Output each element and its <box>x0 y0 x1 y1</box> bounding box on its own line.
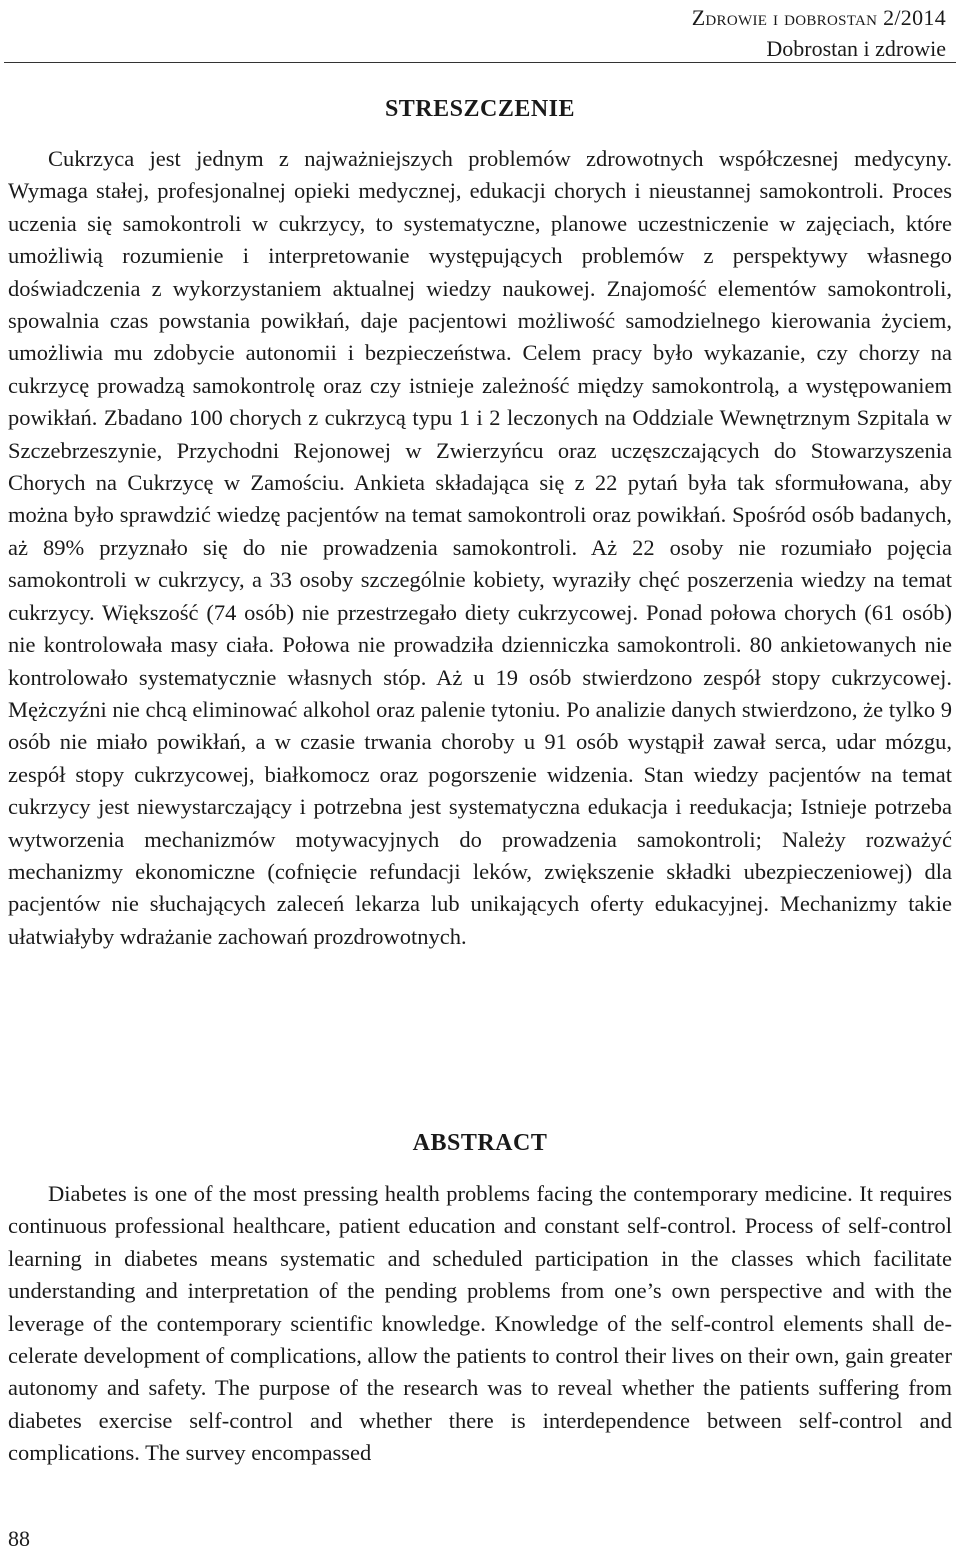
streszczenie-heading: STRESZCZENIE <box>384 96 576 122</box>
journal-subtitle: Dobrostan i zdrowie <box>766 36 946 61</box>
header-rule <box>4 62 956 63</box>
streszczenie-paragraph: Cukrzyca jest jednym z najważniejszych problemów zdrowotnych współczesnej medycyny. Wymaga stałej, profesjonalnej opieki medycznej, edukacji chorych i nieustannej samokontroli. Proces uczenia się samokontroli w cukrzycy, to systematyczne, planowe uczestniczenie w zajęciach, które umożliwią rozumienie i interpretowanie występujących problemów z perspektywy własnego doświadczenia z wykorzystaniem aktualnej wiedzy naukowej. Znajomość elementów samokontroli, spowalnia czas powstania powikłań, daje pacjentowi możliwość samodzielnego kierowania życiem, umożliwia mu zdobycie autonomii i bezpieczeństwa. Celem pracy było wykazanie, czy chorzy na cukrzycę prowadzą samokontrolę oraz czy istnieje zależność między samokontrolą, a występowaniem powikłań. Zbadano 100 chorych z cukrzycą typu 1 i 2 leczonych na Oddziale Wewnętrznym Szpitala w Szczebrzeszynie, Przychodni Rejonowej w Zwierzyńcu oraz uczęszczających do Stowarzyszenia Chorych na Cukrzycę w Zamościu. Ankieta składająca się z 22 pytań była tak sformułowana, aby można było sprawdzić wiedzę pacjentów na temat samokontroli oraz powikłań. Spośród osób badanych, aż 89% przyznało się do nie prowadzenia samokontroli. Aż 22 osoby nie rozumiało pojęcia samokontroli w cukrzycy, a 33 osoby szczególnie kobiety, wyraziły chęć poszerzenia wiedzy na temat cukrzycy. Większość (74 osób) nie przestrzegało diety cukrzycowej. Ponad połowa chorych (61 osób) nie kontrolowała masy ciała. Połowa nie prowadziła dzienniczka samokontroli. 80 ankietowanych nie kontrolowało systematycznie własnych stóp. Aż u 19 osób stwierdzono zespół stopy cukrzycowej. Mężczyźni nie chcą eliminować alkohol oraz palenie tytoniu. Po analizie danych stwierdzono, że tylko 9 osób nie miało powikłań, a w czasie trwania choroby u 91 osób wystąpił zawał serca, udar mózgu, zespół stopy cukrzycowej, białkomocz oraz pogorszenie widzenia. Stan wiedzy pacjentów na temat cukrzycy jest niewystarczający i potrzebna jest systematyczna edukacja i reedukacja; Istnieje potrzeba wytworzenia mechanizmów motywacyjnych do prowadzenia samokontroli; Należy rozważyć mechanizmy ekonomiczne (cofnięcie refundacji leków, zwiększenie składki ubezpieczeniowej) dla pacjentów nie słuchających zaleceń lekarza lub unikających oferty edukacyjnej. Mechanizmy takie ułatwiałyby wdrażanie zachowań prozdrowotnych. <box>8 146 952 949</box>
page-number: 88 <box>8 1526 30 1551</box>
journal-title: Zdrowie i dobrostan 2/2014 <box>691 5 946 30</box>
abstract-heading: ABSTRACT <box>412 1130 548 1156</box>
abstract-paragraph: Diabetes is one of the most pressing health problems facing the contemporary medicine. It requires continuous professional healthcare, patient education and constant self-control. Process of self-control learning in diabetes means systematic and scheduled participation in the classes which facilitate understanding and interpretation of the pending problems from one’s own perspective and with the leverage of the contemporary scientific knowledge. Knowledge of the self-control elements shall decelerate development of complications, allow the patients to control their lives on their own, gain greater autonomy and safety. The purpose of the research was to reveal whether the patients suffering from diabetes exercise self-control and whether there is interdependence between self-control and complications. The survey encompassed <box>8 1181 952 1466</box>
running-header <box>692 2 946 64</box>
